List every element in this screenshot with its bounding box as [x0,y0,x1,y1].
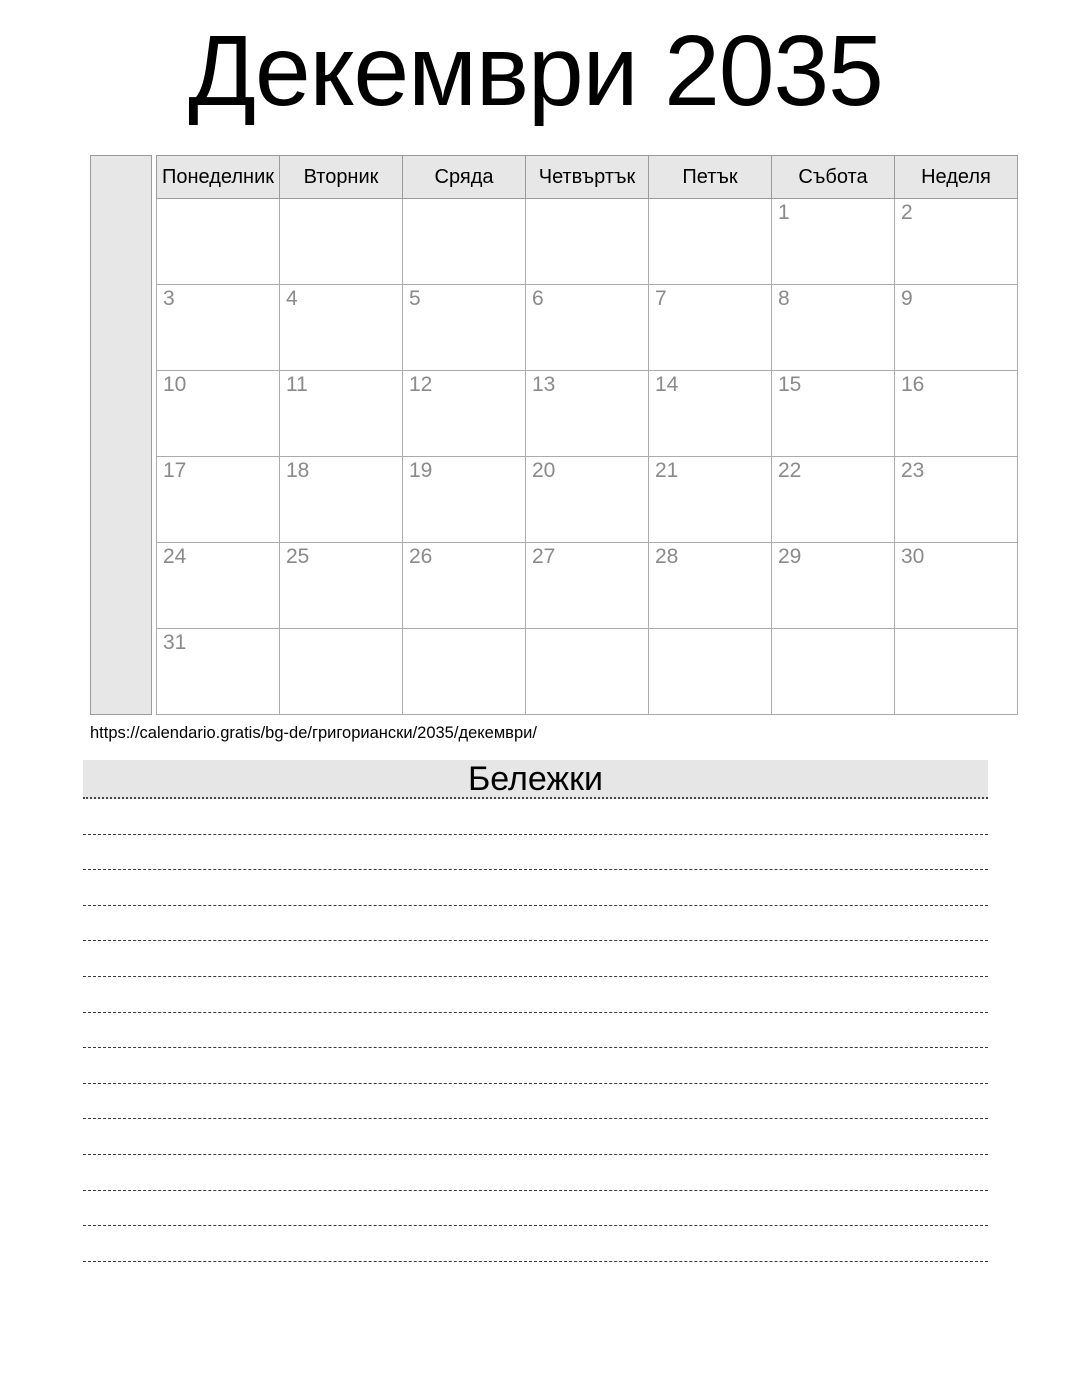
weekday-header-row [157,156,1018,199]
source-url-text: https://calendario.gratis/bg-de/григориански/2035/декември/ [90,724,537,742]
day-cell: 23 [895,457,1018,543]
day-cell: 13 [526,371,649,457]
day-cell: 10 [157,371,280,457]
week-row-4 [157,457,1018,543]
note-line [83,1013,988,1049]
note-line [83,1191,988,1227]
note-line [83,835,988,871]
calendar-gutter [90,155,152,715]
day-cell: 27 [526,543,649,629]
day-cell: 17 [157,457,280,543]
note-line [83,1119,988,1155]
day-cell [280,199,403,285]
day-cell [649,629,772,715]
day-cell [280,629,403,715]
day-cell: 18 [280,457,403,543]
day-cell: 29 [772,543,895,629]
day-cell: 24 [157,543,280,629]
weekday-header-sunday: Неделя [895,156,1018,199]
day-cell: 20 [526,457,649,543]
day-cell [403,629,526,715]
weekday-header-saturday: Събота [772,156,895,199]
calendar-table [156,155,1018,715]
day-cell: 22 [772,457,895,543]
week-row-6 [157,629,1018,715]
week-row-1 [157,199,1018,285]
day-cell: 15 [772,371,895,457]
note-line [83,977,988,1013]
day-cell: 14 [649,371,772,457]
note-line [83,870,988,906]
day-cell [403,199,526,285]
day-cell: 6 [526,285,649,371]
day-cell: 8 [772,285,895,371]
day-cell [526,199,649,285]
day-cell: 1 [772,199,895,285]
day-cell: 25 [280,543,403,629]
day-cell: 12 [403,371,526,457]
day-cell: 11 [280,371,403,457]
day-cell: 16 [895,371,1018,457]
day-cell: 5 [403,285,526,371]
day-cell [895,629,1018,715]
day-cell: 2 [895,199,1018,285]
note-line [83,1155,988,1191]
day-cell: 26 [403,543,526,629]
note-line [83,1048,988,1084]
weekday-header-thursday: Четвъртък [526,156,649,199]
week-row-2 [157,285,1018,371]
day-cell: 31 [157,629,280,715]
day-cell: 7 [649,285,772,371]
week-row-5 [157,543,1018,629]
weekday-header-friday: Петък [649,156,772,199]
note-line [83,941,988,977]
day-cell: 21 [649,457,772,543]
day-cell [772,629,895,715]
weekday-header-wednesday: Сряда [403,156,526,199]
note-line [83,1084,988,1120]
weekday-header-monday: Понеделник [157,156,280,199]
day-cell [649,199,772,285]
notes-heading: Бележки [83,760,988,799]
day-cell: 4 [280,285,403,371]
weekday-header-tuesday: Вторник [280,156,403,199]
day-cell [526,629,649,715]
page-title: Декември 2035 [188,15,883,127]
notes-section [83,760,988,1262]
note-line [83,1226,988,1262]
calendar [90,155,1071,715]
day-cell: 30 [895,543,1018,629]
day-cell: 9 [895,285,1018,371]
day-cell [157,199,280,285]
day-cell: 19 [403,457,526,543]
note-line [83,799,988,835]
week-row-3 [157,371,1018,457]
notes-ruled-area [83,799,988,1262]
note-line [83,906,988,942]
day-cell: 28 [649,543,772,629]
day-cell: 3 [157,285,280,371]
